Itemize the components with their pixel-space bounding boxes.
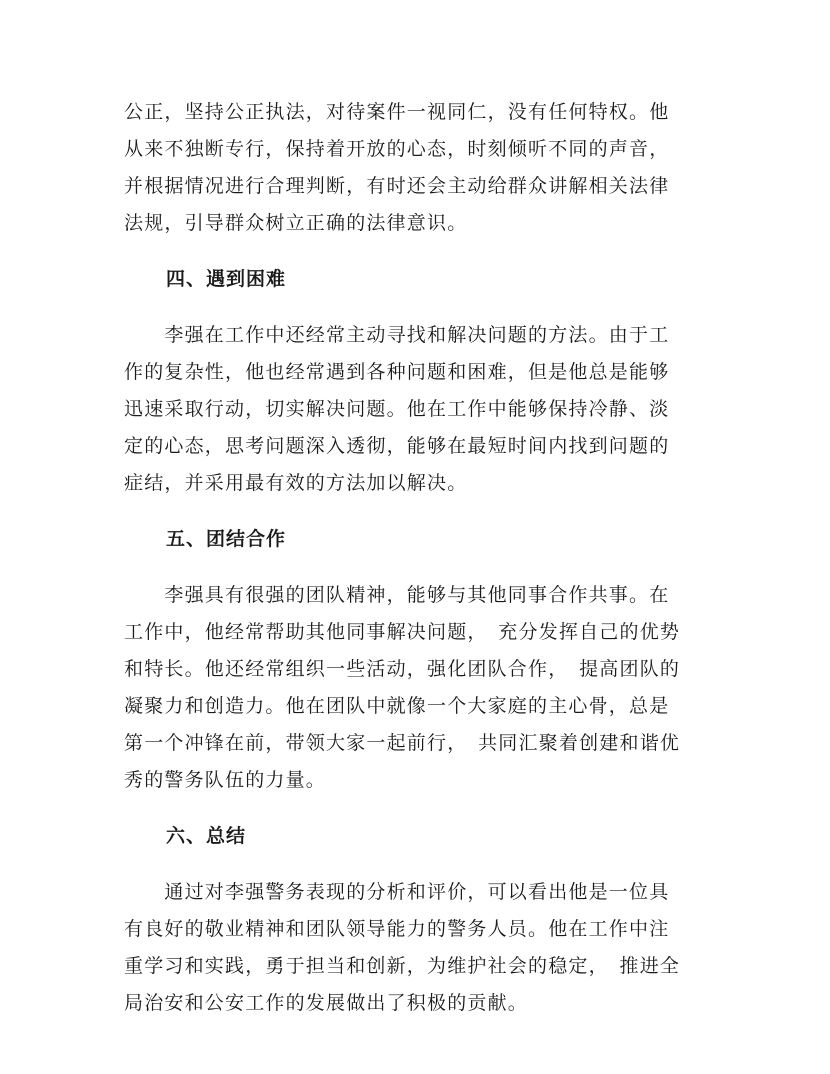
text-line: 作的复杂性，他也经常遇到各种问题和困难，但是他总是能够: [124, 361, 670, 383]
section-heading-difficulties: 四、遇到困难: [166, 268, 287, 290]
text-line: 并根据情况进行合理判断，有时还会主动给群众讲解相关法律: [124, 175, 670, 197]
text-line: 秀的警务队伍的力量。: [124, 769, 327, 791]
section-heading-summary: 六、总结: [166, 825, 247, 847]
text-line: 法规，引导群众树立正确的法律意识。: [124, 212, 468, 234]
text-line: 公正，坚持公正执法，对待案件一视同仁，没有任何特权。他: [124, 101, 670, 123]
text-line: 症结，并采用最有效的方法加以解决。: [124, 472, 468, 494]
paragraph-summary: [124, 874, 710, 1022]
text-line: 定的心态，思考问题深入透彻，能够在最短时间内找到问题的: [124, 435, 670, 457]
text-line: 重学习和实践，勇于担当和创新，为维护社会的稳定， 推进全: [124, 955, 681, 977]
text-line: 从来不独断专行，保持着开放的心态，时刻倾听不同的声音，: [124, 138, 670, 160]
paragraph-teamwork: [124, 577, 710, 799]
text-line: 凝聚力和创造力。他在团队中就像一个大家庭的主心骨，总是: [124, 695, 670, 717]
document-body: [124, 94, 710, 1022]
text-line: 通过对李强警务表现的分析和评价，可以看出他是一位具: [124, 881, 670, 903]
text-line: 李强具有很强的团队精神，能够与其他同事合作共事。在: [124, 584, 670, 606]
text-line: 李强在工作中还经常主动寻找和解决问题的方法。由于工: [124, 324, 670, 346]
text-line: 迅速采取行动，切实解决问题。他在工作中能够保持冷静、淡: [124, 398, 670, 420]
text-line: 和特长。他还经常组织一些活动，强化团队合作， 提高团队的: [124, 658, 681, 680]
intro-paragraph: [124, 94, 710, 242]
text-line: 有良好的敬业精神和团队领导能力的警务人员。他在工作中注: [124, 918, 670, 940]
text-line: 第一个冲锋在前，带领大家一起前行， 共同汇聚着创建和谐优: [124, 732, 681, 754]
text-line: 局治安和公安工作的发展做出了积极的贡献。: [124, 992, 529, 1014]
section-heading-teamwork: 五、团结合作: [166, 528, 287, 550]
text-line: 工作中，他经常帮助其他同事解决问题， 充分发挥自己的优势: [124, 621, 681, 643]
paragraph-difficulties: [124, 317, 710, 502]
